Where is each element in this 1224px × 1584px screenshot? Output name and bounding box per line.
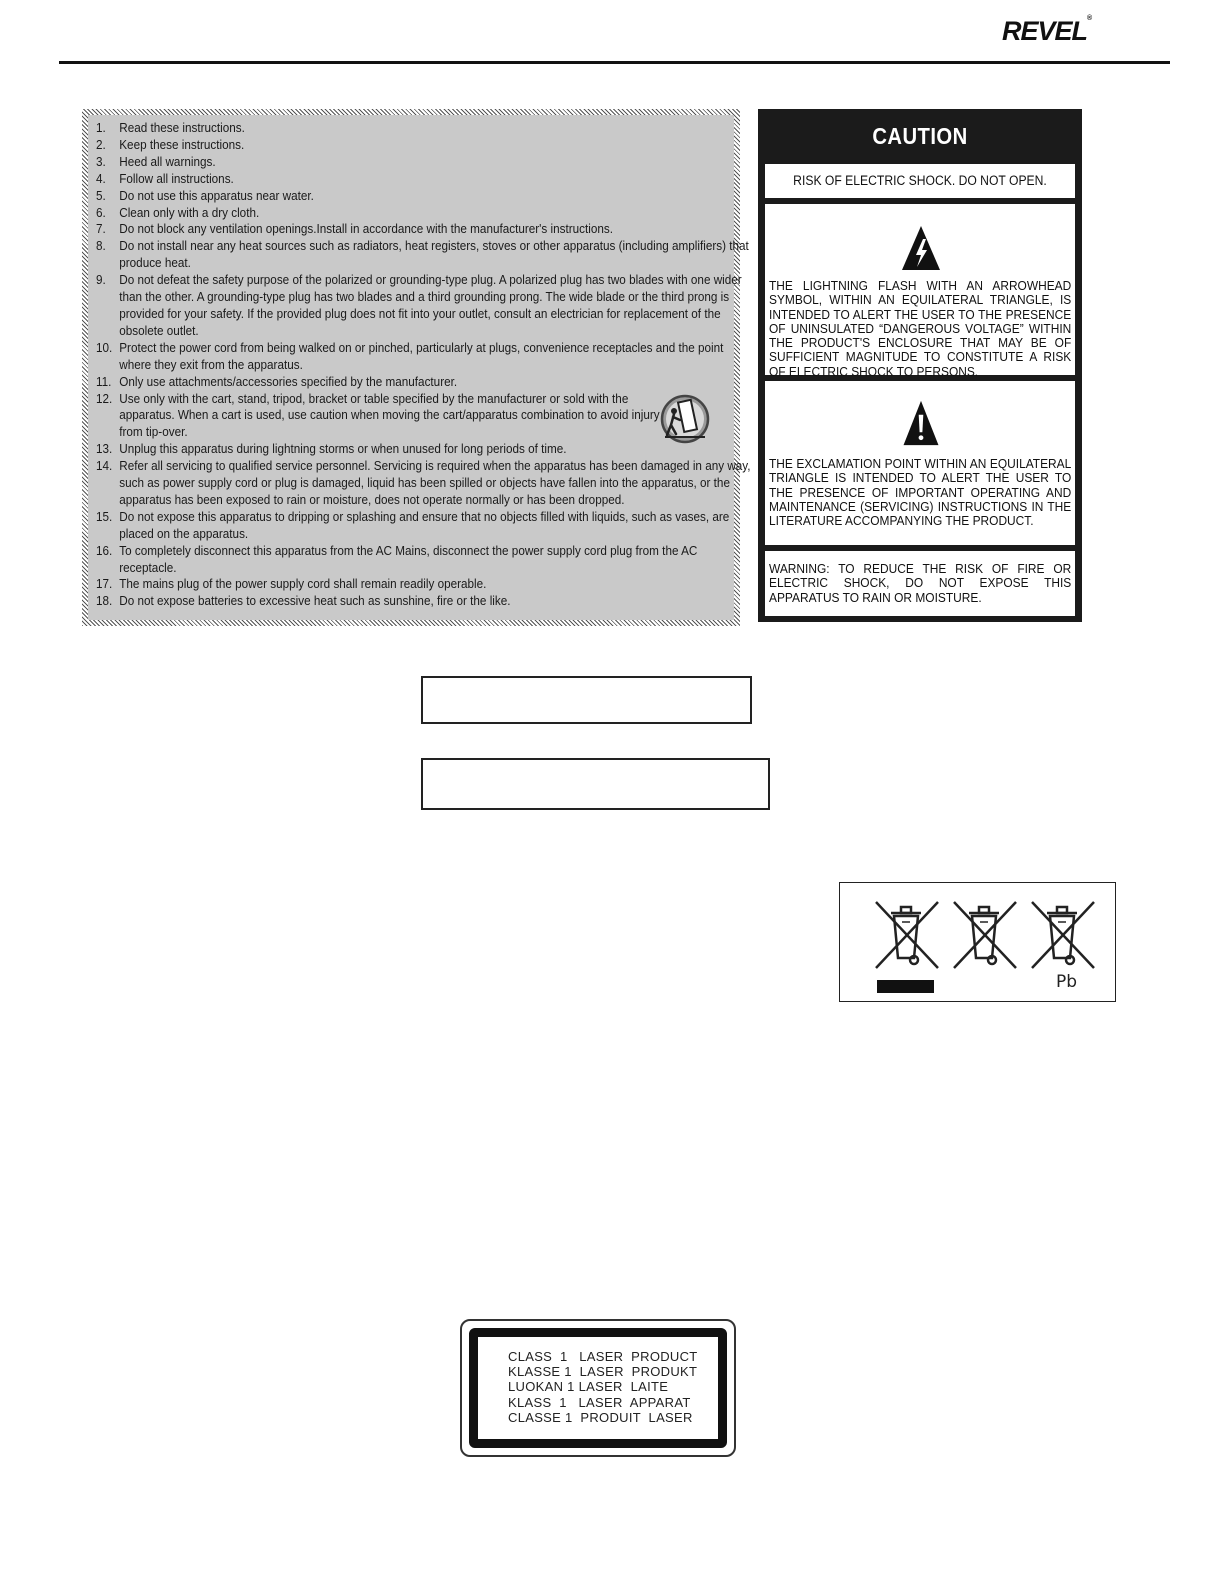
lightning-warning-icon [901,225,941,271]
list-item: 7. Do not block any ventilation openings.Install in accordance with the manufacturer's instructions. [96,222,614,237]
list-item: 1. Read these instructions. [96,121,245,135]
crossed-bin-icon [872,898,942,970]
list-item: 16. To completely disconnect this apparatus from the AC Mains, disconnect the power supply cord plug from the AC receptacle. [96,543,698,575]
laser-label-text: CLASS 1 LASER PRODUCT KLASSE 1 LASER PRODUKT LUOKAN 1 LASER LAITE KLASS 1 LASER APPARAT CLASSE 1 PRODUIT LASER [508,1349,698,1425]
weee-symbols-box [839,882,1116,1002]
laser-label-frame [469,1328,727,1448]
brand-logo: REVEL® [1002,15,1092,46]
crossed-bin-icon [1028,898,1098,970]
cart-tip-over-icon [659,393,711,445]
list-item: 4. Follow all instructions. [96,171,234,186]
caution-panel [758,109,1082,622]
list-item: 3. Heed all warnings. [96,154,216,169]
black-bar-marker [877,980,934,993]
list-item: 12. Use only with the cart, stand, tripod, bracket or table specified by the manufacturer or sold with the apparatus. When a cart is used, use caution when moving the cart/apparatus combination to avoid injury from tip-over. [96,391,660,440]
laser-product-label [460,1319,736,1457]
electric-shock-notice: RISK OF ELECTRIC SHOCK. DO NOT OPEN. [765,164,1075,198]
list-item: 8. Do not install near any heat sources such as radiators, heat registers, stoves or other apparatus (including amplifiers) that produce heat. [96,239,749,271]
crossed-bin-icon [950,898,1020,970]
exclamation-warning-icon [901,400,941,446]
pb-label: Pb [1056,972,1078,992]
list-item: 9. Do not defeat the safety purpose of the polarized or grounding-type plug. A polarized plug has two blades with one wider than the other. A grounding-type plug has two blades and a third grounding prong. The wide blade or the third prong is provided for your safety. If the provided plug does not fit into your outlet, consult an electrician for replacement of the obsolete outlet. [96,273,742,338]
list-item: 5. Do not use this apparatus near water. [96,188,314,203]
list-item: 15. Do not expose this apparatus to dripping or splashing and ensure that no objects filled with liquids, such as vases, are placed on the apparatus. [96,509,730,541]
list-item: 10. Protect the power cord from being walked on or pinched, particularly at plugs, convenience receptacles and the point where they exit from the apparatus. [96,340,724,372]
list-item: 11. Only use attachments/accessories specified by the manufacturer. [96,374,458,389]
list-item: 13. Unplug this apparatus during lightning storms or when unused for long periods of time. [96,442,567,457]
list-item: 14. Refer all servicing to qualified service personnel. Servicing is required when the apparatus has been damaged in any way, such as power supply cord or plug is damaged, liquid has been spilled or objects have fallen into the apparatus, or the apparatus has been exposed to rain or moisture, does not operate normally or has been dropped. [96,459,751,507]
empty-text-box [421,758,770,810]
empty-text-box [421,676,752,724]
lightning-notice: THE LIGHTNING FLASH WITH AN ARROWHEAD SYMBOL, WITHIN AN EQUILATERAL TRIANGLE, IS INTENDED TO ALERT THE USER TO THE PRESENCE OF UNINSULATED “DANGEROUS VOLTAGE” WITHIN THE PRODUCT'S ENCLOSURE THAT MAY BE OF SUFFICIENT MAGNITUDE TO CONSTITUTE A RISK OF ELECTRIC SHOCK TO PERSONS. [765,204,1075,375]
list-item: 2. Keep these instructions. [96,137,245,152]
list-item: 17. The mains plug of the power supply cord shall remain readily operable. [96,577,487,592]
list-item: 6. Clean only with a dry cloth. [96,205,260,220]
fire-warning-notice: WARNING: TO REDUCE THE RISK OF FIRE OR ELECTRIC SHOCK, DO NOT EXPOSE THIS APPARATUS TO RAIN OR MOISTURE. [765,551,1075,616]
safety-instructions-list [96,120,751,610]
exclamation-notice: THE EXCLAMATION POINT WITHIN AN EQUILATERAL TRIANGLE IS INTENDED TO ALERT THE USER TO THE PRESENCE OF IMPORTANT OPERATING AND MAINTENANCE (SERVICING) INSTRUCTIONS IN THE LITERATURE ACCOMPANYING THE PRODUCT. [765,381,1075,545]
caution-title: CAUTION [872,123,968,149]
list-item: 18. Do not expose batteries to excessive heat such as sunshine, fire or the like. [96,594,511,609]
header-divider [59,61,1170,64]
